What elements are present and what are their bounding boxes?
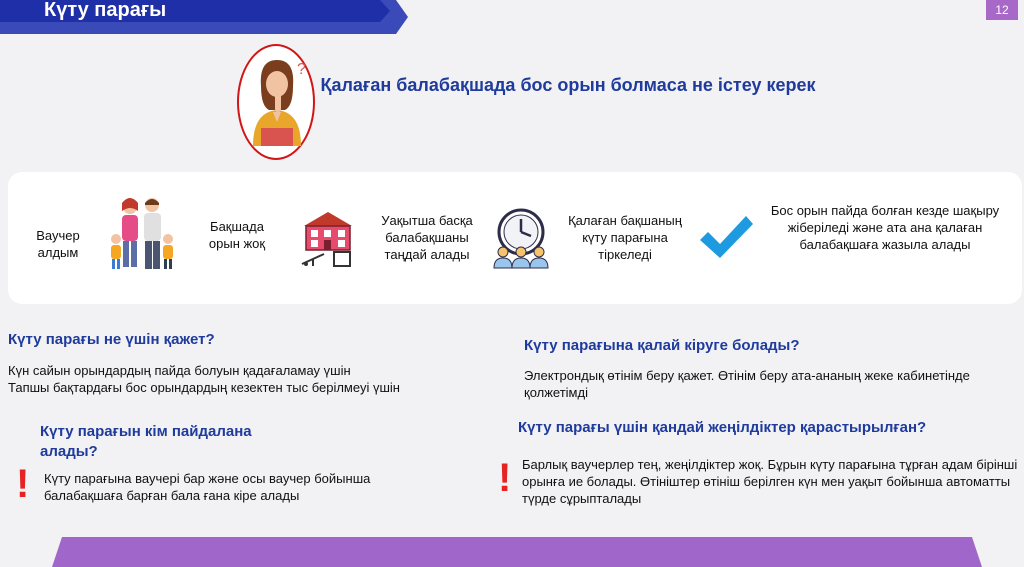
step-temporary-choice: Уақытша басқа балабақшаны таңдай алады [381,213,473,262]
page-title: Күту парағы [44,0,167,21]
step-voucher-received: Ваучер алдым [36,228,80,260]
svg-text:?: ? [297,61,306,78]
benefits-text: Барлық ваучерлер тең, жеңілдіктер жоқ. Бұрын күту парағына тұрған адам бірінші орынға ие болады. Өтініштер өтініш берілген күн мен уақыт бойынша автоматты түрде сұрыпталады [522,457,1018,506]
page-number-badge: 12 [986,0,1018,20]
clock-queue-icon [490,206,552,270]
how-heading: Күту парағына қалай кіруге болады? [524,337,800,354]
question-title: Қалаған балабақшада бос орын болмаса не істеу керек [320,75,816,95]
why-heading: Күту парағы не үшін қажет? [8,331,215,348]
who-text: Күту парағына ваучері бар және осы ваучер бойынша балабақшаға барған бала ғана кіре алады [44,471,371,503]
exclamation-icon-2: ! [498,456,512,500]
step-invitation-sent: Бос орын пайда болған кезде шақыру жіберіледі және ата ана қалаған балабақшаға жазыла алады [770,203,1000,252]
why-line-2: Тапшы бақтардағы бос орындардың кезектен тыс берілмеуі үшін [8,380,400,395]
checkmark-icon [696,212,756,264]
step-no-place: Бақшада орын жоқ [208,219,266,251]
step-waitlist-registered: Қалаған бақшаның күту парағына тіркеледі [568,213,682,262]
kindergarten-icon [298,208,358,268]
how-text: Электрондық өтінім беру қажет. Өтінім беру ата-ананың жеке кабинетінде қолжетімді [524,368,970,400]
thinking-woman-icon [239,46,313,158]
footer-band [52,537,982,567]
why-line-1: Күн сайын орындардың пайда болуын қадағаламау үшін [8,363,351,378]
who-heading: Күту парағын кім пайдалана алады? [40,423,252,460]
benefits-heading: Күту парағы үшін қандай жеңілдіктер қарастырылған? [518,419,927,436]
family-icon [108,195,176,273]
exclamation-icon: ! [16,462,30,506]
thinking-woman-frame [237,44,315,160]
